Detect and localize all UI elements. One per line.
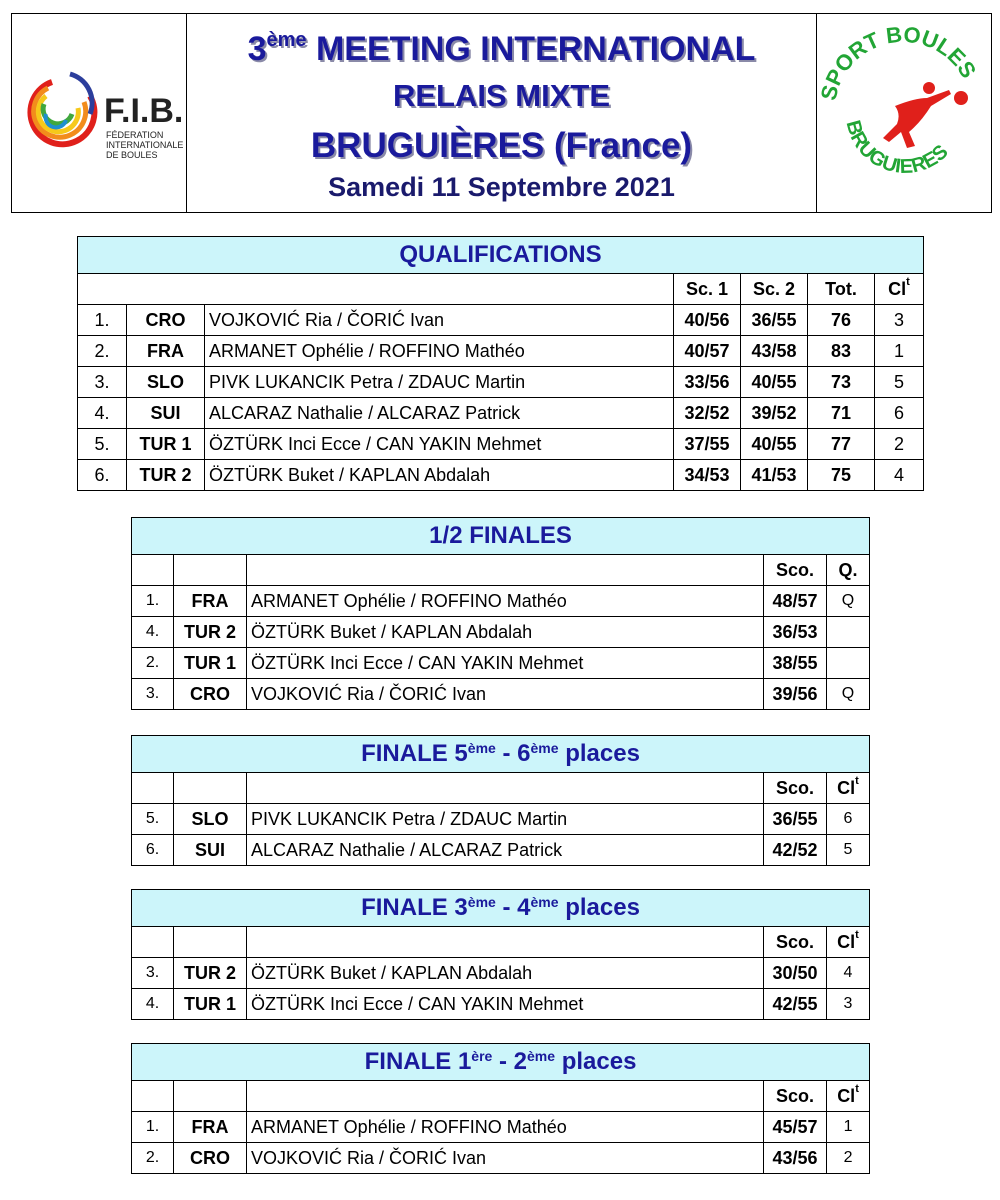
title-sup: ère <box>471 1048 493 1064</box>
players-cell: PIVK LUKANCIK Petra / ZDAUC Martin <box>205 367 674 398</box>
rank-cell: 3. <box>132 958 174 989</box>
cl-cell: 5 <box>827 835 870 866</box>
players-cell: VOJKOVIĆ Ria / ČORIĆ Ivan <box>205 305 674 336</box>
header-blank <box>174 1081 247 1112</box>
players-cell: ÖZTÜRK Buket / KAPLAN Abdalah <box>247 617 764 648</box>
team-cell: CRO <box>174 1143 247 1174</box>
sc1-cell: 33/56 <box>674 367 741 398</box>
players-cell: ALCARAZ Nathalie / ALCARAZ Patrick <box>247 835 764 866</box>
score-cell: 45/57 <box>764 1112 827 1143</box>
score-cell: 39/56 <box>764 679 827 710</box>
col-header-cl-sup: t <box>855 774 859 787</box>
team-cell: TUR 1 <box>174 648 247 679</box>
table-row <box>132 958 870 989</box>
table-row <box>78 398 924 429</box>
players-cell: ÖZTÜRK Buket / KAPLAN Abdalah <box>247 958 764 989</box>
col-header-sco: Sco. <box>764 773 827 804</box>
title-part: places <box>558 894 640 921</box>
col-header-sc2: Sc. 2 <box>741 274 808 305</box>
score-cell: 30/50 <box>764 958 827 989</box>
cl-cell: 4 <box>827 958 870 989</box>
table-row <box>132 989 870 1020</box>
col-header-sc1: Sc. 1 <box>674 274 741 305</box>
qualifications-header-row <box>78 274 924 305</box>
rank-cell: 4. <box>132 989 174 1020</box>
header-blank <box>132 927 174 958</box>
table-row <box>132 835 870 866</box>
cl-cell: 2 <box>827 1143 870 1174</box>
sc1-cell: 34/53 <box>674 460 741 491</box>
rank-cell: 2. <box>132 1143 174 1174</box>
col-header-cl-sup: t <box>855 1082 859 1095</box>
score-cell: 38/55 <box>764 648 827 679</box>
score-cell: 36/55 <box>764 804 827 835</box>
team-cell: SLO <box>127 367 205 398</box>
col-header-cl-text: Cl <box>888 278 907 299</box>
title-line-1 <box>187 29 816 68</box>
col-header-sco: Sco. <box>764 555 827 586</box>
cl-cell: 3 <box>875 305 924 336</box>
team-cell: TUR 2 <box>174 958 247 989</box>
fib-logo-line2: INTERNATIONALE <box>106 140 184 150</box>
players-cell: ÖZTÜRK Buket / KAPLAN Abdalah <box>205 460 674 491</box>
header-blank <box>247 773 764 804</box>
team-cell: FRA <box>127 336 205 367</box>
team-cell: CRO <box>174 679 247 710</box>
sc2-cell: 40/55 <box>741 429 808 460</box>
cl-cell: 6 <box>875 398 924 429</box>
final-3-4-table <box>131 889 870 1020</box>
col-header-sco: Sco. <box>764 927 827 958</box>
rank-cell: 1. <box>132 586 174 617</box>
tot-cell: 71 <box>808 398 875 429</box>
col-header-tot: Tot. <box>808 274 875 305</box>
cl-cell: 6 <box>827 804 870 835</box>
cl-cell: 1 <box>875 336 924 367</box>
sc2-cell: 41/53 <box>741 460 808 491</box>
table-row <box>78 460 924 491</box>
page-header <box>11 13 992 213</box>
team-cell: SUI <box>174 835 247 866</box>
rank-cell: 4. <box>78 398 127 429</box>
sc2-cell: 39/52 <box>741 398 808 429</box>
logo-bottom-textpath: BRUGUIERES <box>841 118 953 179</box>
rank-cell: 6. <box>132 835 174 866</box>
title-part: - 6 <box>495 740 531 767</box>
qualified-cell: Q <box>827 586 870 617</box>
title-part: FINALE 1 <box>364 1048 472 1075</box>
col-header-cl <box>827 927 870 958</box>
title-part: - 2 <box>492 1048 528 1075</box>
title-sup: ème <box>527 1048 556 1064</box>
cl-cell: 5 <box>875 367 924 398</box>
title-part: - 4 <box>495 894 531 921</box>
event-date: Samedi 11 Septembre 2021 <box>328 172 675 202</box>
rank-cell: 1. <box>132 1112 174 1143</box>
players-cell: VOJKOVIĆ Ria / ČORIĆ Ivan <box>247 1143 764 1174</box>
sc1-cell: 32/52 <box>674 398 741 429</box>
fib-logo-cell <box>12 14 187 212</box>
tot-cell: 73 <box>808 367 875 398</box>
table-row <box>78 367 924 398</box>
fib-logo-line3: DE BOULES <box>106 150 158 160</box>
table-row <box>132 679 870 710</box>
rank-cell: 2. <box>78 336 127 367</box>
semifinals-header-row <box>132 555 870 586</box>
col-header-q: Q. <box>827 555 870 586</box>
table-row <box>132 804 870 835</box>
header-blank <box>78 274 674 305</box>
title-line-2: RELAIS MIXTE <box>392 78 610 113</box>
final-1-2-header-row <box>132 1081 870 1112</box>
table-row <box>78 305 924 336</box>
sport-boules-logo-cell <box>816 14 991 212</box>
players-cell: ARMANET Ophélie / ROFFINO Mathéo <box>247 1112 764 1143</box>
col-header-cl-sup: t <box>855 928 859 941</box>
cl-cell: 1 <box>827 1112 870 1143</box>
table-row <box>78 429 924 460</box>
tot-cell: 83 <box>808 336 875 367</box>
rank-cell: 6. <box>78 460 127 491</box>
col-header-cl-text: Cl <box>837 1085 856 1106</box>
qualified-cell <box>827 648 870 679</box>
logo-top-textpath: SPORT BOULES <box>817 21 982 103</box>
final-1-2-table <box>131 1043 870 1174</box>
score-cell: 36/53 <box>764 617 827 648</box>
final-5-6-title <box>132 736 870 773</box>
rank-cell: 3. <box>78 367 127 398</box>
tot-cell: 77 <box>808 429 875 460</box>
players-cell: PIVK LUKANCIK Petra / ZDAUC Martin <box>247 804 764 835</box>
qualified-cell: Q <box>827 679 870 710</box>
header-blank <box>174 555 247 586</box>
title-part: places <box>558 740 640 767</box>
semifinals-title: 1/2 FINALES <box>132 518 870 555</box>
players-cell: ALCARAZ Nathalie / ALCARAZ Patrick <box>205 398 674 429</box>
team-cell: FRA <box>174 1112 247 1143</box>
sc1-cell: 40/57 <box>674 336 741 367</box>
player-icon <box>883 82 968 148</box>
final-3-4-header-row <box>132 927 870 958</box>
title-part: FINALE 3 <box>361 894 468 921</box>
players-cell: VOJKOVIĆ Ria / ČORIĆ Ivan <box>247 679 764 710</box>
team-cell: FRA <box>174 586 247 617</box>
tot-cell: 76 <box>808 305 875 336</box>
qualified-cell <box>827 617 870 648</box>
players-cell: ÖZTÜRK Inci Ecce / CAN YAKIN Mehmet <box>205 429 674 460</box>
table-row <box>78 336 924 367</box>
col-header-cl-text: Cl <box>837 777 856 798</box>
team-cell: CRO <box>127 305 205 336</box>
title-meeting: MEETING INTERNATIONAL <box>306 30 756 68</box>
score-cell: 42/52 <box>764 835 827 866</box>
fib-logo-line1: FÉDERATION <box>106 130 164 140</box>
col-header-cl-sup: t <box>906 275 910 288</box>
final-5-6-table <box>131 735 870 866</box>
sport-boules-logo <box>817 14 989 212</box>
team-cell: TUR 2 <box>174 617 247 648</box>
sc2-cell: 40/55 <box>741 367 808 398</box>
sc2-cell: 43/58 <box>741 336 808 367</box>
players-cell: ÖZTÜRK Inci Ecce / CAN YAKIN Mehmet <box>247 989 764 1020</box>
team-cell: SLO <box>174 804 247 835</box>
rank-cell: 1. <box>78 305 127 336</box>
rank-cell: 2. <box>132 648 174 679</box>
header-blank <box>247 1081 764 1112</box>
cl-cell: 2 <box>875 429 924 460</box>
final-3-4-title <box>132 890 870 927</box>
title-line-3: BRUGUIÈRES (France) <box>310 126 693 165</box>
logo-top-text <box>817 22 981 103</box>
table-row <box>132 1143 870 1174</box>
header-blank <box>132 773 174 804</box>
header-blank <box>174 927 247 958</box>
players-cell: ARMANET Ophélie / ROFFINO Mathéo <box>247 586 764 617</box>
header-blank <box>132 1081 174 1112</box>
header-blank <box>247 555 764 586</box>
title-sup: ème <box>530 894 559 910</box>
score-cell: 48/57 <box>764 586 827 617</box>
fib-logo <box>12 14 184 212</box>
score-cell: 43/56 <box>764 1143 827 1174</box>
sc1-cell: 40/56 <box>674 305 741 336</box>
col-header-cl <box>827 1081 870 1112</box>
final-1-2-title <box>132 1044 870 1081</box>
cl-cell: 4 <box>875 460 924 491</box>
header-blank <box>174 773 247 804</box>
title-sup: ème <box>467 894 496 910</box>
title-edition-sup: ème <box>266 29 307 51</box>
sc1-cell: 37/55 <box>674 429 741 460</box>
table-row <box>132 648 870 679</box>
col-header-cl-text: Cl <box>837 931 856 952</box>
score-cell: 42/55 <box>764 989 827 1020</box>
team-cell: TUR 1 <box>174 989 247 1020</box>
header-blank <box>132 555 174 586</box>
header-blank <box>247 927 764 958</box>
cl-cell: 3 <box>827 989 870 1020</box>
players-cell: ÖZTÜRK Inci Ecce / CAN YAKIN Mehmet <box>247 648 764 679</box>
team-cell: TUR 2 <box>127 460 205 491</box>
team-cell: TUR 1 <box>127 429 205 460</box>
title-part: FINALE 5 <box>361 740 468 767</box>
qualifications-title: QUALIFICATIONS <box>78 237 924 274</box>
tot-cell: 75 <box>808 460 875 491</box>
rank-cell: 5. <box>78 429 127 460</box>
header-titles <box>187 14 816 212</box>
semifinals-table <box>131 517 870 710</box>
title-part: places <box>555 1048 637 1075</box>
fib-logo-letters: F.I.B. <box>104 92 184 130</box>
col-header-cl <box>827 773 870 804</box>
table-row <box>132 617 870 648</box>
qualifications-table <box>77 236 924 491</box>
qualifications-rows <box>78 305 924 491</box>
title-sup: ème <box>467 740 496 756</box>
fib-ball-icon <box>30 74 94 144</box>
rank-cell: 3. <box>132 679 174 710</box>
final-5-6-header-row <box>132 773 870 804</box>
col-header-sco: Sco. <box>764 1081 827 1112</box>
title-edition-number: 3 <box>247 30 267 68</box>
rank-cell: 4. <box>132 617 174 648</box>
table-row <box>132 1112 870 1143</box>
col-header-cl <box>875 274 924 305</box>
players-cell: ARMANET Ophélie / ROFFINO Mathéo <box>205 336 674 367</box>
rank-cell: 5. <box>132 804 174 835</box>
team-cell: SUI <box>127 398 205 429</box>
title-sup: ème <box>530 740 559 756</box>
table-row <box>132 586 870 617</box>
sc2-cell: 36/55 <box>741 305 808 336</box>
